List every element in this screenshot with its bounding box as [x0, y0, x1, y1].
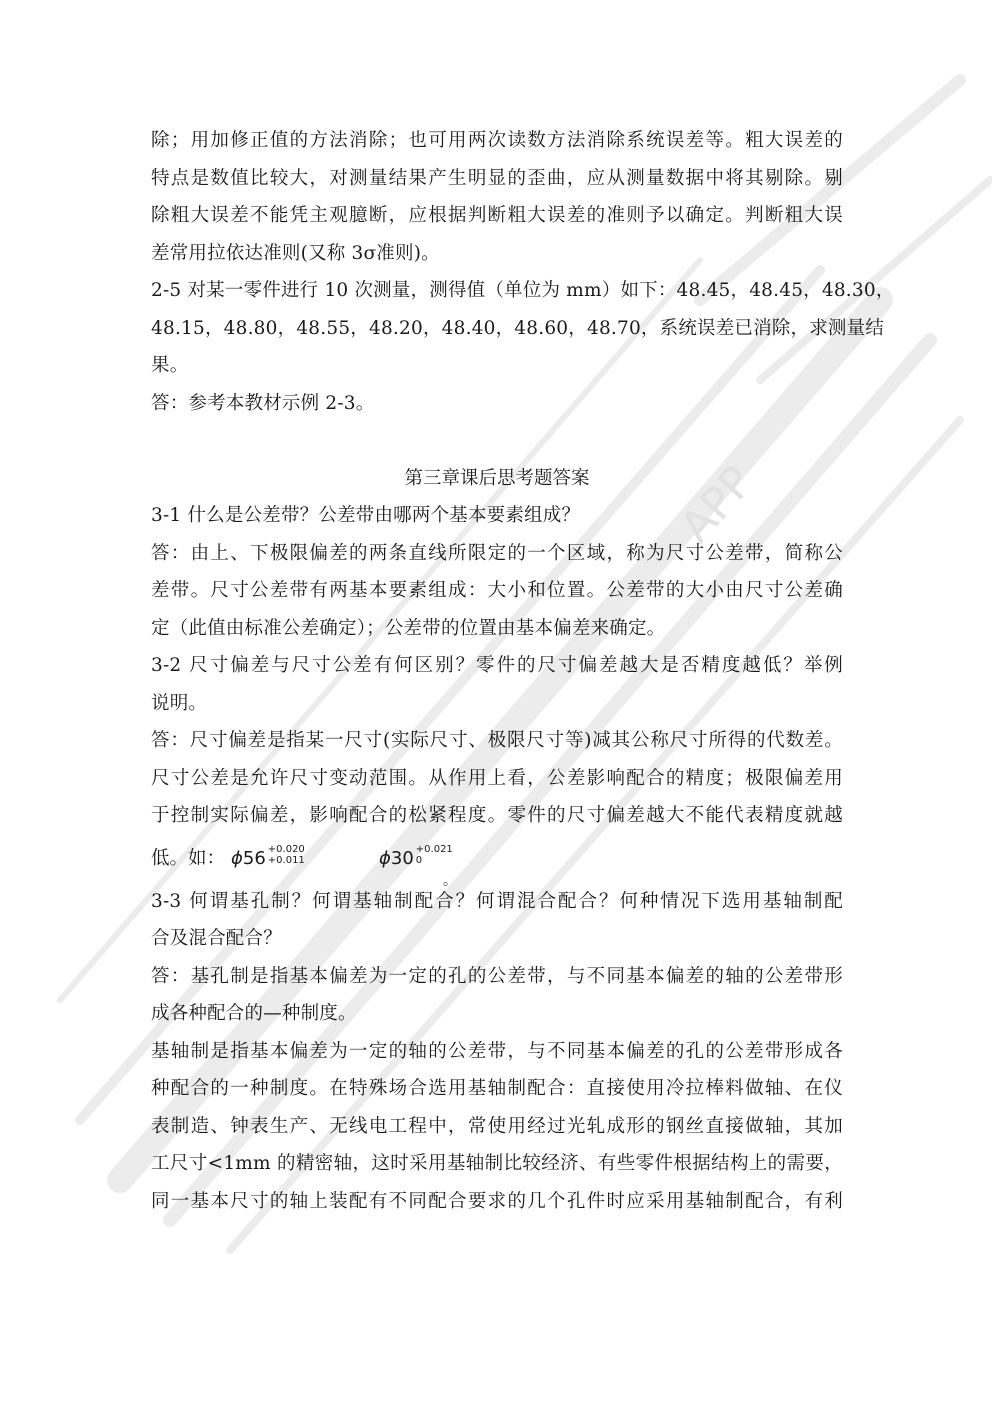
text-line: 除粗大误差不能凭主观臆断，应根据判断粗大误差的准则予以确定。判断粗大误 — [151, 205, 843, 226]
formula-base: 30 — [390, 847, 414, 869]
answer-line: 答：基孔制是指基本偏差为一定的孔的公差带，与不同基本偏差的轴的公差带形 — [151, 965, 843, 987]
answer-line: 答：尺寸偏差是指某一尺寸(实际尺寸、极限尺寸等)减其公称尺寸所得的代数差。 — [151, 730, 843, 751]
question-line: 3-2 尺寸偏差与尺寸公差有何区别？零件的尺寸偏差越大是否精度越低？举例 — [151, 655, 843, 676]
answer-line: 同一基本尺寸的轴上装配有不同配合要求的几个孔件时应采用基轴制配合，有利 — [151, 1190, 843, 1212]
example-suffix: 。 — [443, 872, 457, 889]
tolerance-formula-56 — [231, 835, 305, 883]
upper-deviation: +0.021 — [415, 843, 453, 855]
question-line: 3-3 何谓基孔制？何谓基轴制配合？何谓混合配合？何种情况下选用基轴制配 — [151, 890, 843, 912]
diameter-symbol-icon: ϕ — [379, 847, 391, 869]
question-2-5 — [151, 272, 895, 422]
answer-line: 答：由上、下极限偏差的两条直线所限定的一个区域，称为尺寸公差带，简称公 — [151, 542, 843, 564]
answer-line: 尺寸公差是允许尺寸变动范围。从作用上看，公差影响配合的精度；极限偏差用 — [151, 767, 843, 789]
chapter-title: 第三章课后思考题答案 — [404, 467, 590, 489]
answer-line: 于控制实际偏差，影响配合的松紧程度。零件的尺寸偏差越大不能代表精度就越 — [151, 805, 843, 826]
lower-deviation: +0.011 — [267, 854, 305, 866]
example-line — [151, 835, 843, 889]
lower-deviation: 0 — [415, 854, 423, 866]
text-line: 差常用拉依达准则(又称 3σ准则)。 — [151, 242, 440, 264]
text-line: 特点是数值比较大，对测量结果产生明显的歪曲，应从测量数据中将其剔除。剔 — [151, 167, 843, 189]
question-3-2 — [151, 647, 843, 889]
question-3-3 — [151, 883, 843, 1221]
question-line: 合及混合配合？ — [151, 928, 282, 949]
answer-line: 成各种配合的—种制度。 — [151, 1003, 357, 1024]
answer-line: 表制造、钟表生产、无线电工程中，常使用经过光轧成形的钢丝直接做轴，其加 — [151, 1115, 843, 1137]
answer-line: 种配合的一种制度。在特殊场合选用基轴制配合：直接使用冷拉棒料做轴、在仪 — [151, 1078, 843, 1099]
watermark-app-text: APP — [670, 456, 764, 553]
question-line: 果。 — [151, 355, 189, 376]
tolerance-formula-30 — [379, 835, 453, 883]
formula-base: 56 — [242, 847, 266, 869]
document-page — [151, 122, 895, 1220]
question-line: 3-1 什么是公差带？公差带由哪两个基本要素组成？ — [151, 505, 581, 526]
answer-line: 基轴制是指基本偏差为一定的轴的公差带，与不同基本偏差的孔的公差带形成各 — [151, 1040, 843, 1062]
question-line: 说明。 — [151, 692, 208, 714]
question-line: 2-5 对某一零件进行 10 次测量，测得值（单位为 mm）如下：48.45，48.45，48.30， — [151, 280, 895, 301]
spacer — [151, 422, 843, 460]
tolerance-stack — [268, 844, 305, 866]
question-3-1 — [151, 497, 843, 647]
diameter-symbol-icon: ϕ — [231, 847, 243, 869]
answer-line: 答：参考本教材示例 2-3。 — [151, 392, 375, 414]
upper-deviation: +0.020 — [267, 843, 305, 855]
section2-paragraph — [151, 122, 843, 272]
example-prefix: 低。如： — [151, 847, 226, 869]
answer-line: 工尺寸<1mm 的精密轴，这时采用基轴制比较经济、有些零件根据结构上的需要， — [151, 1153, 843, 1174]
answer-line: 差带。尺寸公差带有两基本要素组成：大小和位置。公差带的大小由尺寸公差确 — [151, 580, 843, 601]
text-line: 除；用加修正值的方法消除；也可用两次读数方法消除系统误差等。粗大误差的 — [151, 130, 843, 151]
answer-line: 定（此值由标准公差确定）；公差带的位置由基本偏差来确定。 — [151, 617, 666, 639]
question-line: 48.15，48.80，48.55，48.20，48.40，48.60，48.70，系统误差已消除，求测量结 — [151, 317, 885, 339]
